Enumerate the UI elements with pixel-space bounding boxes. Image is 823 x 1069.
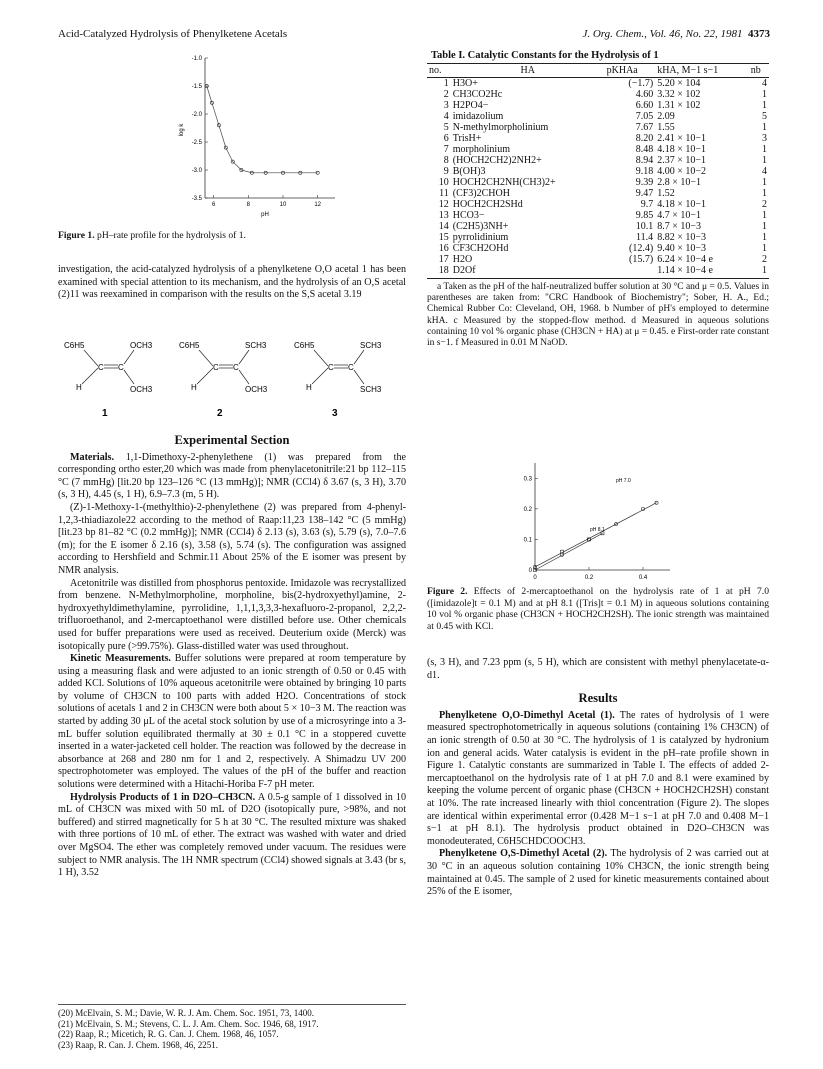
table-cell: CF3CH2OHd [452, 243, 509, 254]
table-cell: (C2H5)3NH+ [452, 221, 509, 232]
table-cell: 11 [439, 188, 449, 199]
page-number: 4373 [748, 28, 770, 40]
structure-number: 2 [217, 408, 223, 419]
table-row [427, 78, 769, 90]
table-row [427, 188, 769, 199]
svg-text:C: C [348, 363, 354, 372]
table-row [427, 100, 769, 111]
table-cell: 14 [438, 221, 449, 232]
figure2-series-line [535, 533, 603, 570]
figure2-label-ph7: pH 7.0 [616, 478, 631, 484]
journal-citation: J. Org. Chem., Vol. 46, No. 22, 1981 [582, 28, 743, 40]
table-cell: 2.09 [657, 111, 675, 122]
table-cell: 1.52 [657, 188, 675, 199]
table1-header: pKHAa [605, 64, 656, 78]
table-cell: 1 [443, 78, 449, 89]
table-cell: 10 [438, 177, 449, 188]
run-in-heading: Phenylketene O,S-Dimethyl Acetal (2). [439, 848, 608, 860]
run-in-heading: Kinetic Measurements. [70, 653, 171, 665]
table-cell: 1 [762, 188, 767, 199]
table-cell: 7.05 [635, 111, 654, 122]
svg-text:C: C [118, 363, 124, 372]
structure-substituent: OCH3 [130, 341, 153, 350]
table1-header: HA [451, 64, 605, 78]
svg-text:C: C [98, 363, 104, 372]
table-row [427, 89, 769, 100]
table1-header: kHA, M−1 s−1 [655, 64, 749, 78]
table-cell: 9.40 × 10−3 [657, 243, 706, 254]
table-cell: B(OH)3 [452, 166, 486, 177]
table-row [427, 254, 769, 265]
continuation-paragraph: (s, 3 H), and 7.23 ppm (s, 5 H), which are consistent with methyl phenylacetate-α-d1. [427, 657, 769, 681]
table-cell: HCO3− [452, 210, 485, 221]
table1-grid [427, 63, 769, 279]
table-cell: 1 [762, 221, 767, 232]
structure-substituent: C6H5 [179, 341, 200, 350]
table-row [427, 221, 769, 232]
table-cell: H3O+ [452, 78, 478, 89]
table-cell: 1 [762, 177, 767, 188]
running-header-right [470, 28, 770, 40]
table-cell: (−1.7) [628, 78, 654, 89]
figure1-xticks [212, 195, 322, 208]
table-cell: 1 [762, 100, 767, 111]
figure2-plot [510, 455, 680, 585]
figure1-curve [207, 86, 318, 173]
figure1-xlabel: pH [261, 212, 269, 218]
figure2-series [533, 501, 658, 571]
table-row [427, 243, 769, 254]
reference-20: (20) McElvain, S. M.; Davie, W. R. J. Am. Chem. Soc. 1951, 73, 1400. [58, 1008, 314, 1018]
table-cell: N-methylmorpholinium [452, 122, 549, 133]
table-cell: 9.18 [635, 166, 654, 177]
table-cell: 2 [762, 199, 767, 210]
table-cell: 1 [749, 265, 769, 279]
table-cell: 3 [443, 100, 449, 111]
table-cell: 1 [762, 89, 767, 100]
table-cell: (CF3)2CHOH [452, 188, 510, 199]
experimental-paragraph: Kinetic Measurements. Buffer solutions were prepared at room temperature by using a measuring flask and were adjusted to an ionic strength of 0.50 or 0.45 with added KCl. Solutions of 10% aqueous acetonitrile were obtained by bringing 10 parts by volume of CH3CN to 100 parts with added H2O. Concentrations of stock solutions of acetals 1 and 2 in CH3CN were both about 5 × 10−3 M. The reaction was started by adding 30 μL of the acetal stock solution by use of a microsyringe into a 3-mL buffer solution equilibrated thermally at 30 ± 0.1 °C in a stoppered cuvette inserted in a water-jacketed cell holder. The reaction was followed by the decrease in absorbance at 268 and 280 nm for 1 and 2, respectively. A Shimadzu UV 200 spectrophotometer was employed. The values of the pH of the buffer and reaction solutions were determined with a Hitachi-Horiba F-7 pH meter. [58, 653, 407, 791]
table-cell: 10.1 [635, 221, 654, 232]
experimental-paragraph: Acetonitrile was distilled from phosphorus pentoxide. Imidazole was recrystallized from benzene. N-Methylmorpholine, morpholine, bis(2-hydroxyethyl)amine, 2-hydroxyethyldimethylamine, pyrrolidine, 1,1,1,3,3,3-hexafluoro-2-propanol, 2,2,2-trifluoroethanol, and 2-mercaptoethanol were distilled before use. Other chemicals used for buffer preparations were used as received. Deuterium oxide (Merck) was isotopically pure (>99.75%). Glass-distilled water was used throughout. [58, 577, 406, 652]
table-cell: D2Of [451, 265, 605, 279]
structure-substituent: SCH3 [360, 385, 382, 394]
structure-substituent: SCH3 [360, 341, 382, 350]
table-row [427, 265, 769, 279]
table-cell: 9 [443, 166, 449, 177]
experimental-paragraph: (Z)-1-Methoxy-1-(methylthio)-2-phenylethene (2) was prepared from 4-phenyl-1,2,3-thiadiazole22 according to the method of Raap:11,23 138–142 °C (5 mmHg) [lit.23 bp 81–82 °C (0.2 mmHg)]; NMR (CCl4) δ 2.13 (s), 3.63 (s), 5.79 (s), 7.0–7.6 (m); for the E isomer δ 2.16 (s), 3.58 (s), 5.74 (s). The configuration was assigned according to Hershfield and Schmir.11 About 25% of the E isomer was present by NMR analysis. [58, 501, 406, 576]
figure2-xtick-label: 0 [533, 575, 537, 581]
table-cell: 4 [762, 166, 767, 177]
table-cell: 16 [438, 243, 449, 254]
table-cell: H2O [452, 254, 473, 265]
run-in-heading: Materials. [70, 451, 115, 463]
table-row [427, 166, 769, 177]
table-cell: 4 [443, 111, 449, 122]
experimental-heading: Experimental Section [174, 433, 290, 447]
table-cell: morpholinium [452, 144, 510, 155]
table-cell: 1.55 [657, 122, 675, 133]
experimental-paragraph: Hydrolysis Products of 1 in D2O–CH3CN. A 0.5-g sample of 1 dissolved in 10 mL of CH3CN was mixed with 50 mL of D2O (isotopically pure, >98%, and not buffered) and stirred magnetically for 5 h at 30 °C. The resulted mixture was shaked with three portions of 10 mL of ether. The extract was washed with water and dried over MgSO4. The ether was completely removed under vacuum. The residues were subject to NMR analysis. The 1H NMR spectrum (CCl4) showed signals at 3.43 (br s, 1 H), 3.52 [58, 791, 407, 879]
figure2-yticks [524, 476, 538, 574]
figure1-plot [165, 48, 355, 218]
table-cell: HOCH2CH2SHd [452, 199, 523, 210]
figure1-yticks [192, 56, 208, 202]
structure-substituent: H [76, 383, 82, 392]
table-cell: 4.00 × 10−2 [657, 166, 706, 177]
table-row [427, 122, 769, 133]
table-row [427, 177, 769, 188]
table1-header: nb [749, 64, 769, 78]
reference-21: (21) McElvain, S. M.; Stevens, C. L. J. Am. Chem. Soc. 1946, 68, 1917. [58, 1018, 319, 1029]
table-cell: 4.18 × 10−1 [657, 199, 706, 210]
table-cell: pyrrolidinium [452, 232, 509, 243]
figure2-series-line [535, 503, 657, 567]
results-heading: Results [578, 691, 618, 706]
table-cell: 1 [762, 122, 767, 133]
figure2-caption: Figure 2. Effects of 2-mercaptoethanol on the hydrolysis rate of 1 at pH 7.0 ([imidazole]t = 0.1 M) and at pH 8.1 ([Tris]t = 0.1 M) in aqueous solutions containing 10 vol % organic phase (CH3CN + HOCH2CH2SH). The ionic strength was maintained at 0.45 with KCl. [427, 586, 769, 632]
table-row [427, 199, 769, 210]
figure2-xtick-label: 0.4 [638, 575, 648, 581]
table-cell: 2.8 × 10−1 [657, 177, 701, 188]
structure-number: 3 [332, 408, 338, 419]
table-cell: 1 [762, 155, 767, 166]
table-cell: 6.24 × 10−4 e [657, 254, 713, 265]
structure-substituent: SCH3 [245, 341, 267, 350]
figure1-xtick-label: 8 [246, 202, 251, 208]
table-cell: 7 [443, 144, 449, 155]
table-cell: 17 [438, 254, 449, 265]
table-cell: HOCH2CH2NH(CH3)2+ [452, 177, 556, 188]
table-cell: 1 [762, 232, 767, 243]
figure2-ytick-label: 0 [528, 568, 532, 574]
figure2-xticks [533, 567, 648, 581]
table-cell: 13 [438, 210, 449, 221]
figure2-xtick-label: 0.2 [584, 575, 594, 581]
table-cell: 1.14 × 10−4 e [655, 265, 749, 279]
table-cell: 3 [762, 133, 767, 144]
table-cell: H2PO4− [452, 100, 489, 111]
figure1-axes [205, 58, 335, 198]
table-row [427, 232, 769, 243]
figure2-ytick-label: 0.3 [523, 476, 532, 483]
table-cell [605, 265, 656, 279]
svg-text:C: C [233, 363, 239, 372]
table-cell: 8.82 × 10−3 [657, 232, 706, 243]
results-paragraph: Phenylketene O,S-Dimethyl Acetal (2). The hydrolysis of 2 was carried out at 30 °C in an aqueous solution containing 10% CH3CN, the ionic strength being maintained at 0.45. The sample of 2 used for kinetic measurements contained about 25% of the E isomer, [427, 848, 769, 898]
table-row [427, 111, 769, 122]
table-cell: 9.39 [635, 177, 654, 188]
intro-paragraph: investigation, the acid-catalyzed hydrolysis of a phenylketene O,O acetal 1 has been examined with special attention to its mechanism, and the hydrolysis of an O,S acetal (2)11 was reexamined in comparison with the results on the S,S acetal 3.19 [58, 264, 406, 301]
table-row [427, 144, 769, 155]
structure-1 [64, 341, 153, 419]
table1-footnotes: a Taken as the pH of the half-neutralized buffer solution at 30 °C and μ = 0.5. Values in parentheses are taken from: "CRC Handbook of Biochemistry"; Sober, H. A., Ed.; Chemical Rubber Co: Cleveland, OH, 1968. b Number of pH's employed to determine kHA. c Measured by the stopped-flow method. d Measured in aqueous solutions containing 10 vol % organic phase (CH3CN + HA) at μ = 0.45. e First-order rate constant in s−1. f Measured in 0.01 M NaOD. [427, 282, 769, 349]
table-cell: 3.32 × 102 [657, 89, 701, 100]
structure-number: 1 [102, 408, 108, 419]
reference-22: (22) Raap, R.; Micetich, R. G. Can. J. Chem. 1968, 46, 1057. [58, 1029, 279, 1040]
figure1-caption: Figure 1. pH–rate profile for the hydrolysis of 1. [58, 230, 246, 241]
figure1-ylabel: log k [179, 123, 185, 137]
results-paragraph: Phenylketene O,O-Dimethyl Acetal (1). The rates of hydrolysis of 1 were measured spectrophotometrically in aqueous solutions (containing 1% CH3CN) of an ionic strength of 0.50 at 30 °C. The hydrolysis of 1 is catalyzed by hydronium ion and general acids. Water catalysis is evident in the pH–rate profile shown in Figure 1. Catalytic constants are summarized in Table I. The effects of added 2-mercaptoethanol on the hydrolysis rate of 1 at pH 7.0 and 8.1 were examined by keeping the volume percent of organic phase (CH3CN + HOCH2CH2SH) constant at 10%. The rate increased linearly with thiol concentration (Figure 2). The slopes are identical within experimental error (0.428 M−1 s−1 at pH 7.0 and 0.408 M−1 s−1 at pH 8.1). The hydrolysis product obtained in D2O–CH3CN was monodeuterated, C6H5CHDCOOCH3. [427, 709, 770, 847]
table-cell: 8 [443, 155, 449, 166]
svg-text:C: C [328, 363, 334, 372]
run-in-heading: Hydrolysis Products of 1 in D2O–CH3CN. [70, 791, 256, 803]
figure1-points [205, 84, 319, 174]
figure1-xtick-label: 6 [211, 202, 216, 208]
run-in-heading: Phenylketene O,O-Dimethyl Acetal (1). [439, 709, 615, 721]
structure-substituent: C6H5 [294, 341, 315, 350]
table-cell: 2.37 × 10−1 [657, 155, 706, 166]
table-cell: 4.60 [635, 89, 654, 100]
intro-text [58, 264, 406, 302]
table-cell: 8.20 [635, 133, 654, 144]
svg-text:C: C [213, 363, 219, 372]
structures-1-2-3 [62, 336, 402, 428]
structure-substituent: H [306, 383, 312, 392]
figure1-xtick-label: 10 [279, 202, 287, 208]
table-cell: 1 [762, 243, 767, 254]
table-cell: 15 [438, 232, 449, 243]
table1 [427, 50, 769, 349]
table-row [427, 133, 769, 144]
table-cell: 2 [443, 89, 449, 100]
table-cell: imidazolium [452, 111, 504, 122]
table-cell: 9.85 [635, 210, 654, 221]
table-cell: TrisH+ [452, 133, 482, 144]
figure2-ytick-label: 0.1 [523, 537, 532, 544]
structure-substituent: H [191, 383, 197, 392]
figure1-ytick-label: -2.0 [191, 112, 202, 118]
figure1-ytick-label: -3.5 [191, 196, 202, 202]
experimental-section [58, 428, 406, 880]
table-cell: 8.7 × 10−3 [657, 221, 701, 232]
table-cell: 12 [438, 199, 449, 210]
figure1-ytick-label: -3.0 [191, 168, 202, 174]
structure-substituent: C6H5 [64, 341, 85, 350]
figure2-label-ph8: pH 8.1 [590, 527, 605, 533]
table-cell: 1.31 × 102 [657, 100, 701, 111]
table-cell: 2.41 × 10−1 [657, 133, 706, 144]
table-cell: (15.7) [629, 254, 654, 265]
figure1-ytick-label: -2.5 [191, 140, 202, 146]
table-cell: 4.7 × 10−1 [657, 210, 701, 221]
table-cell: (HOCH2CH2)2NH2+ [452, 155, 542, 166]
running-header-left: Acid-Catalyzed Hydrolysis of Phenylketene Acetals [58, 28, 288, 40]
references [58, 1004, 406, 1050]
table-cell: (12.4) [629, 243, 654, 254]
table-cell: 18 [427, 265, 451, 279]
table-cell: 5 [443, 122, 449, 133]
table-cell: 8.48 [635, 144, 654, 155]
table-cell: 6 [443, 133, 449, 144]
structure-2 [179, 341, 268, 419]
figure2-ytick-label: 0.2 [523, 506, 532, 513]
table-row [427, 210, 769, 221]
experimental-paragraph: Materials. 1,1-Dimethoxy-2-phenylethene (1) was prepared from the corresponding ortho ester,20 which was made from phenylacetonitrile:21 bp 112–115 °C (7 mmHg) [lit.20 bp 123–126 °C (13 mmHg)]; NMR (CCl4) δ 3.67 (s, 3 H), 3.70 (s, 3 H), 4.45 (s, 1 H), 6.9–7.3 (m, 5 H). [58, 451, 406, 501]
table1-header: no. [427, 64, 451, 78]
table-cell: 5.20 × 104 [657, 78, 701, 89]
table-cell: 7.67 [635, 122, 654, 133]
figure1-ytick-label: -1.5 [191, 84, 202, 90]
figure1-ytick-label: -1.0 [191, 56, 202, 62]
results-section [427, 657, 769, 899]
table-cell: 1 [762, 210, 767, 221]
structure-substituent: OCH3 [245, 385, 268, 394]
table-cell: 9.47 [635, 188, 654, 199]
table-cell: 1 [762, 144, 767, 155]
table-cell: 5 [762, 111, 767, 122]
table-cell: 11.4 [636, 232, 654, 243]
table-cell: 2 [762, 254, 767, 265]
table-cell: CH3CO2Hc [452, 89, 503, 100]
table-cell: 4 [762, 78, 767, 89]
table-cell: 4.18 × 10−1 [657, 144, 706, 155]
table-cell: 6.60 [635, 100, 654, 111]
table-row [427, 155, 769, 166]
reference-23: (23) Raap, R. Can. J. Chem. 1968, 46, 2251. [58, 1039, 218, 1050]
structure-3 [294, 341, 382, 419]
table-cell: 9.7 [640, 199, 654, 210]
figure1-xtick-label: 12 [314, 202, 322, 208]
structure-substituent: OCH3 [130, 385, 153, 394]
table-cell: 8.94 [635, 155, 654, 166]
table1-caption: Table I. Catalytic Constants for the Hydrolysis of 1 [431, 50, 659, 61]
